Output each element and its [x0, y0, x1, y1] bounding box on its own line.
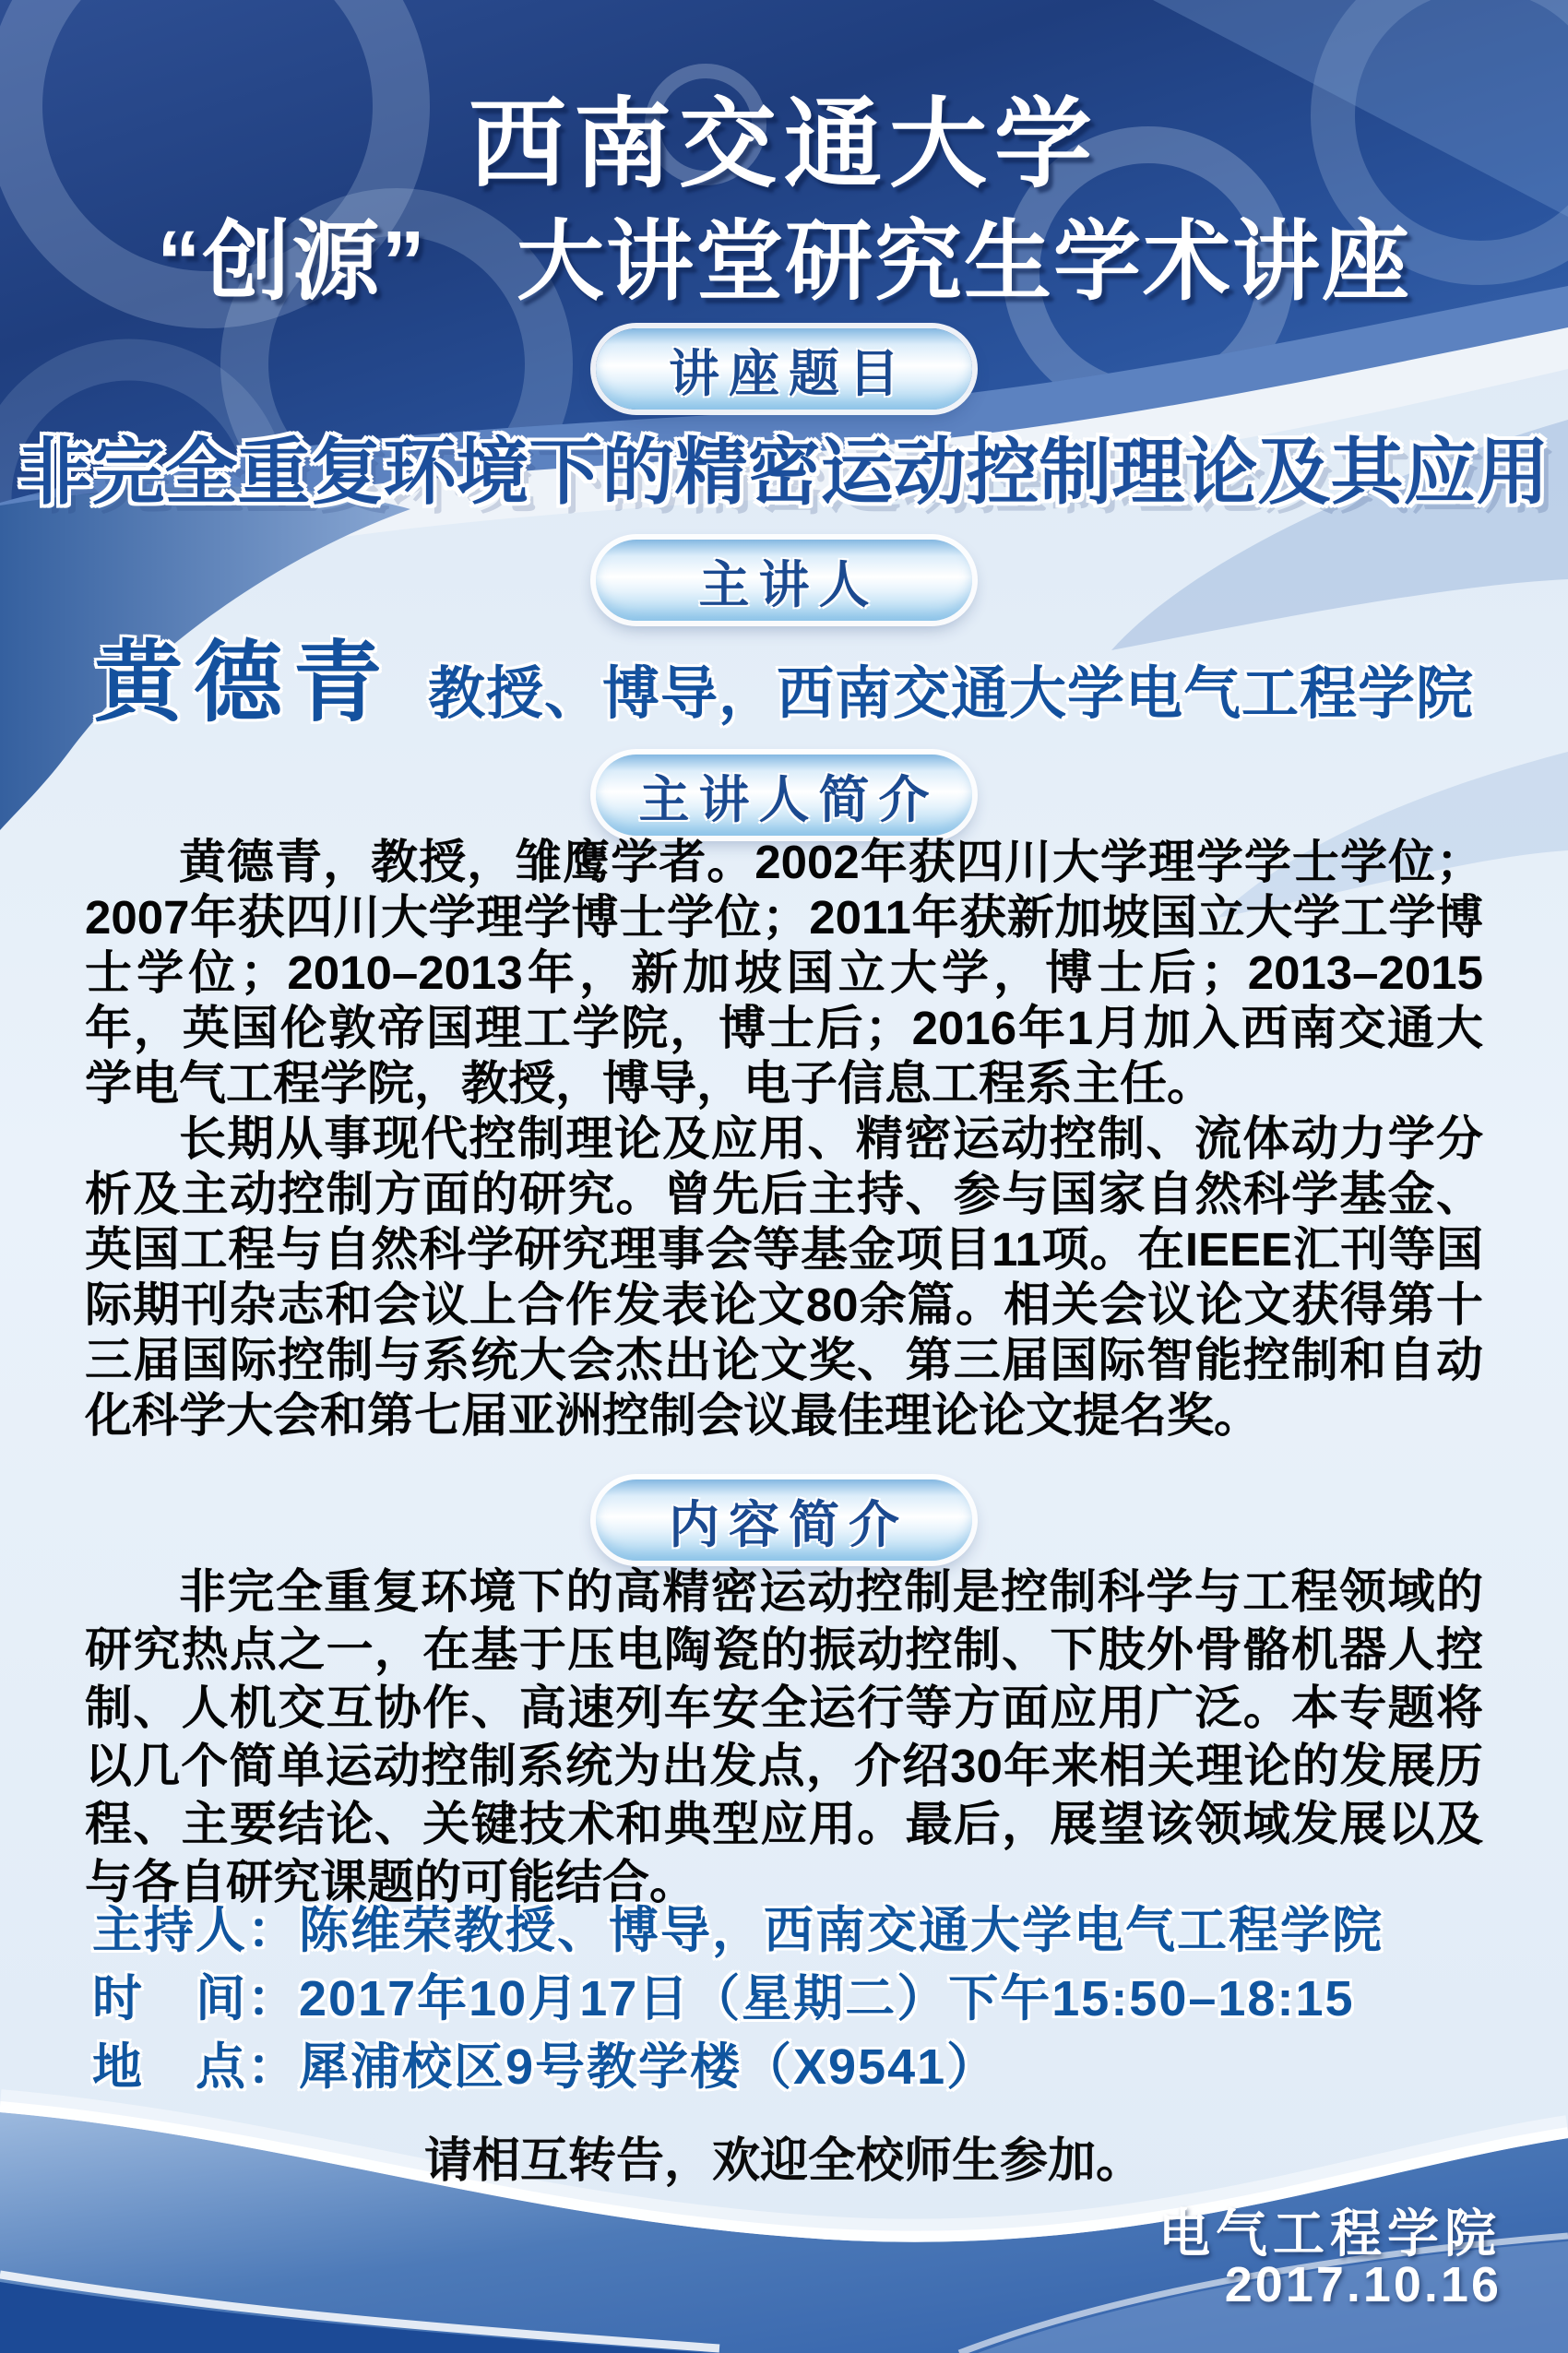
speaker-name: 黄德青 [93, 634, 393, 732]
location-line: 地 点：犀浦校区9号教学楼（X9541） [92, 2039, 999, 2095]
content-summary [85, 1563, 1483, 1911]
host-line: 主持人：陈维荣教授、博导，西南交通大学电气工程学院 [92, 1903, 1384, 1958]
topic-badge [596, 328, 972, 410]
speaker-row [0, 612, 1568, 739]
event-details [92, 1896, 1384, 2101]
notice-line: 请相互转告，欢迎全校师生参加。 [423, 2134, 1144, 2188]
content-badge-label: 内容简介 [668, 1495, 909, 1553]
speaker-badge-label: 主讲人 [698, 555, 879, 613]
bio-badge-label: 主讲人简介 [638, 770, 939, 828]
bio-paragraph-2: 长期从事现代控制理论及应用、精密运动控制、流体动力学分析及主动控制方面的研究。曾先后主持、参与国家自然科学基金、英国工程与自然科学研究理事会等基金项目11项。在IEEE汇刊等国际期刊杂志和会议上合作发表论文80余篇。相关会议论文获得第十三届国际控制与系统大会杰出论文奖、第三届国际智能控制和自动化科学大会和第七届亚洲控制会议最佳理论论文提名奖。 [85, 1112, 1483, 1442]
publish-date: 2017.10.16 [1224, 2257, 1502, 2312]
series-title: “创源” 大讲堂研究生学术讲座 [156, 213, 1411, 311]
university-title: 西南交通大学 [469, 90, 1099, 199]
time-line: 时 间：2017年10月17日（星期二）下午15:50–18:15 [92, 1971, 1355, 2026]
lecture-title: 非完全重复环境下的精密运动控制理论及其应用 [18, 431, 1550, 513]
bio-badge [596, 755, 972, 836]
content-paragraph: 非完全重复环境下的高精密运动控制是控制科学与工程领域的研究热点之一，在基于压电陶瓷的振动控制、下肢外骨骼机器人控制、人机交互协作、高速列车安全运行等方面应用广泛。本专题将以几个简单运动控制系统为出发点，介绍30年来相关理论的发展历程、主要结论、关键技术和典型应用。最后，展望该领域发展以及与各自研究课题的可能结合。 [85, 1565, 1483, 1908]
speaker-affiliation: 教授、博导，西南交通大学电气工程学院 [427, 662, 1474, 726]
bio-paragraph-1: 黄德青，教授，雏鹰学者。2002年获四川大学理学学士学位；2007年获四川大学理学博士学位；2011年获新加坡国立大学工学博士学位；2010–2013年，新加坡国立大学，博士后；2013–2015年，英国伦敦帝国理工学院，博士后；2016年1月加入西南交通大学电气工程学院，教授，博导，电子信息工程系主任。 [85, 836, 1483, 1110]
speaker-badge [596, 540, 972, 621]
topic-badge-label: 讲座题目 [668, 344, 909, 402]
organizer-name: 电气工程学院 [1158, 2204, 1502, 2263]
content-badge [596, 1480, 972, 1561]
speaker-bio [85, 835, 1483, 1444]
